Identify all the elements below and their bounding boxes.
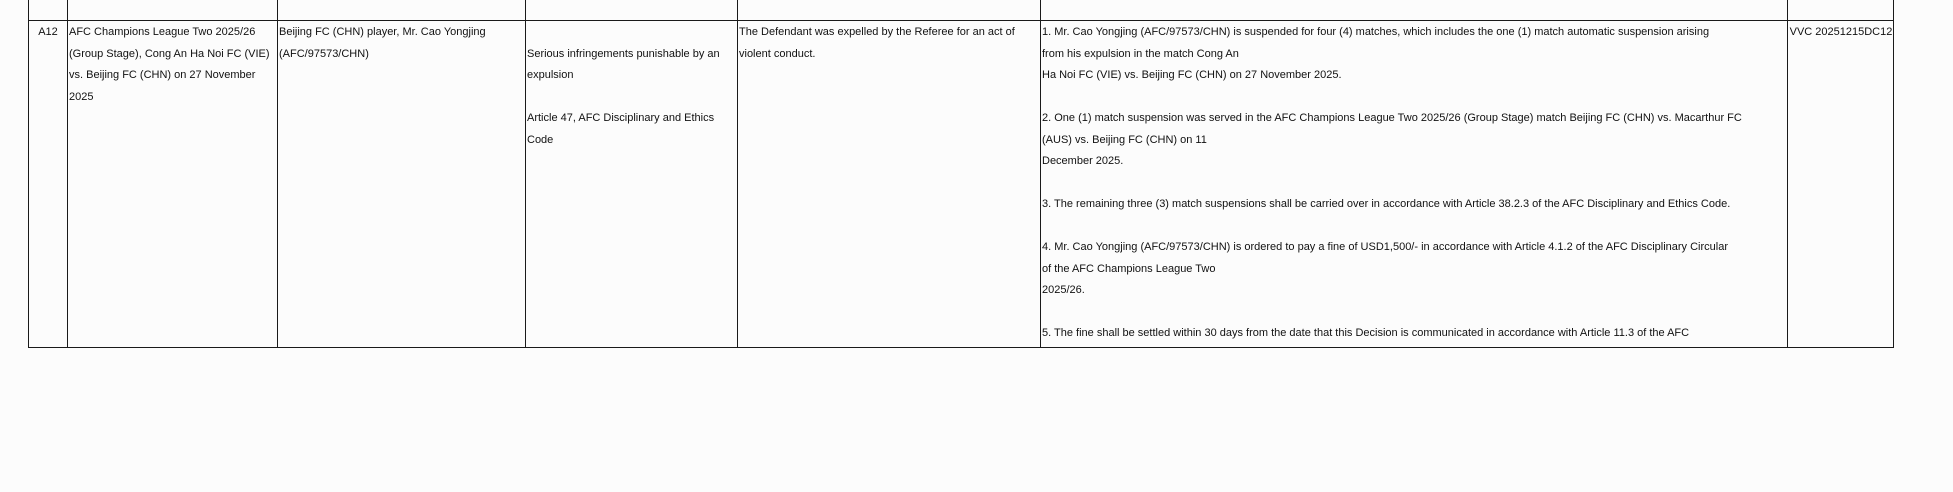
column-divider <box>737 0 738 347</box>
cell-facts: The Defendant was expelled by the Referee for an act of violent conduct. <box>739 26 1015 60</box>
cell-case-number: VVC 20251215DC12 <box>1789 26 1893 38</box>
cell-reference: A12 <box>38 26 58 38</box>
column-divider <box>525 0 526 347</box>
column-divider <box>1787 0 1788 347</box>
cell-match: AFC Champions League Two 2025/26 (Group Stage), Cong An Ha Noi FC (VIE) vs. Beijing FC (CHN) on 27 November 2025 <box>69 26 270 103</box>
decision-table <box>28 0 1894 348</box>
column-divider <box>1040 0 1041 347</box>
offence-description: Serious infringements punishable by an expulsion <box>527 47 720 81</box>
decision-item: 2. One (1) match suspension was served in the AFC Champions League Two 2025/26 (Group Stage) match Beijing FC (CHN) vs. Macarthur FC (AUS) vs. Beijing FC (CHN) on 11 December 2025. <box>1042 112 1742 167</box>
offence-article: Article 47, AFC Disciplinary and Ethics Code <box>527 112 715 146</box>
decision-item: 4. Mr. Cao Yongjing (AFC/97573/CHN) is ordered to pay a fine of USD1,500/- in accordance with Article 4.1.2 of the AFC Disciplinary Circular of the AFC Champions League Two 2025/26. <box>1042 241 1728 296</box>
column-divider <box>67 0 68 347</box>
cell-decision <box>1042 22 1786 345</box>
column-divider <box>277 0 278 347</box>
cell-party: Beijing FC (CHN) player, Mr. Cao Yongjing (AFC/97573/CHN) <box>279 26 486 60</box>
decision-item: 1. Mr. Cao Yongjing (AFC/97573/CHN) is suspended for four (4) matches, which includes the one (1) match automatic suspension arising from his expulsion in the match Cong An Ha Noi FC (VIE) vs. Beijing FC (CHN) on 27 November 2025. <box>1042 26 1710 81</box>
table-row-divider <box>29 20 1893 21</box>
decision-item: 3. The remaining three (3) match suspensions shall be carried over in accordance with Article 38.2.3 of the AFC Disciplinary and Ethics Code. <box>1042 198 1731 210</box>
decision-item: 5. The fine shall be settled within 30 days from the date that this Decision is communicated in accordance with Article 11.3 of the AFC <box>1042 327 1690 339</box>
cell-offence <box>527 22 735 173</box>
